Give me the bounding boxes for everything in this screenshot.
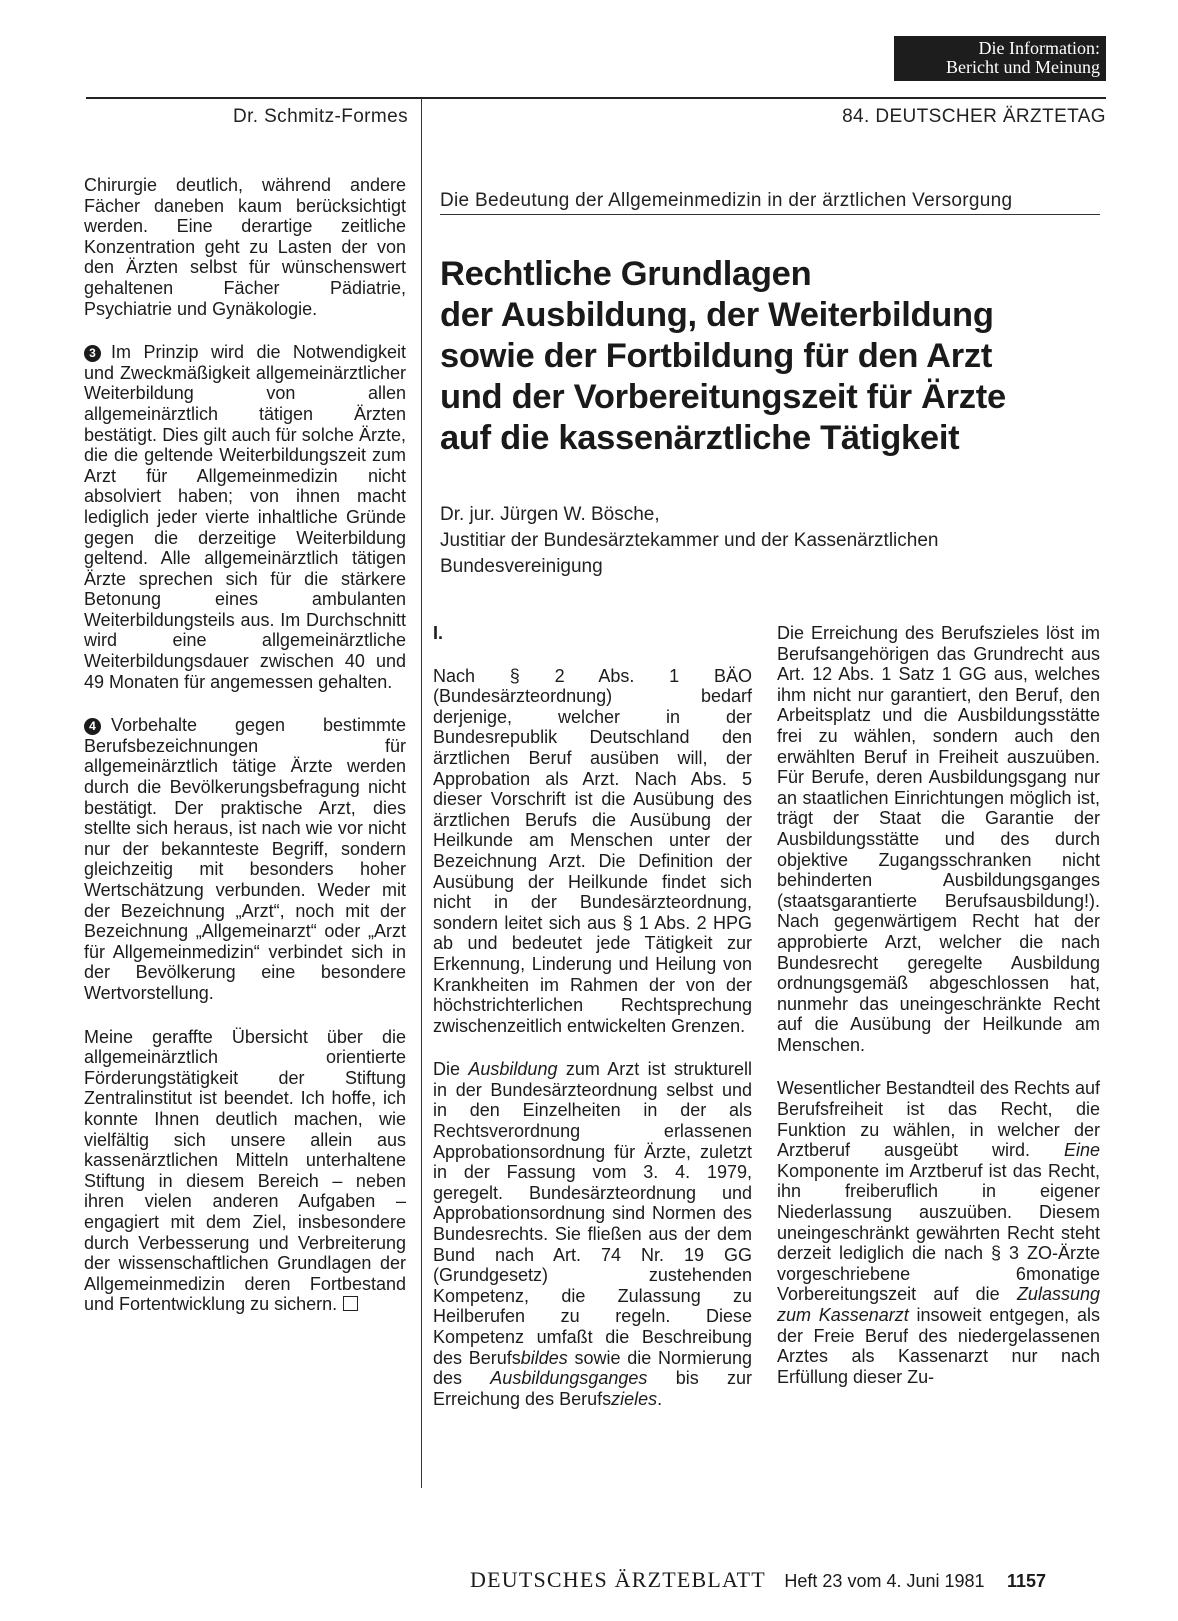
author-role-line1: Justitiar der Bundesärztekammer und der Kassenärztlichen [440, 530, 939, 551]
running-head-author: Dr. Schmitz-Formes [232, 106, 408, 127]
right-paragraph-1: Die Erreichung des Berufszieles löst im Berufsangehörigen das Grundrecht aus Art. 12 Abs. 1 Satz 1 GG aus, welches ihm nicht nur garantiert, den Beruf, den Arbeitsplatz und die Ausbildungsstätte frei zu wählen, sondern auch den erwählten Beruf in Freiheit auszuüben. Für Berufe, deren Ausbildungsgang nur an staatlichen Einrichtungen möglich ist, trägt der Staat die Garantie der Ausbildungsstätte und des durch objektive Zugangsschranken nicht behinderten Ausbildungsganges (staatsgarantierte Berufsausbildung!). Nach gegenwärtigem Recht hat der approbierte Arzt, welcher die nach Bundesrecht geregelte Ausbildung ordnungsgemäß abgeschlossen hat, nunmehr das uneingeschränkte Recht auf die Ausübung der Heilkunde am Menschen. [777, 623, 1100, 1055]
issue-info: Heft 23 vom 4. Juni 1981 [784, 1571, 985, 1591]
section-label [894, 36, 1106, 81]
number-badge-4: 4 [84, 718, 101, 735]
running-head-event: 84. DEUTSCHER ÄRZTETAG [842, 106, 1106, 127]
left-column [84, 175, 406, 1338]
author-block [440, 502, 1100, 580]
left-paragraph-2-text: Im Prinzip wird die Notwendigkeit und Zweckmäßigkeit allgemeinärztlicher Weiterbildung von allen allgemeinärztlich tätigen Ärzten bestätigt. Dies gilt auch für solche Ärzte, die die geltende Weiterbildungszeit zum Arzt für Allgemeinmedizin nicht absolviert haben; von ihnen macht lediglich jeder vierte inhaltliche Gründe gegen die derzeitige Weiterbildung geltend. Alle allgemeinärztlich tätigen Ärzte sprechen sich für die stärkere Betonung eines ambulanten Weiterbildungsteils aus. Im Durchschnitt wird eine allgemeinärztliche Weiterbildungsdauer zwischen 40 und 49 Monaten für angemessen gehalten. [84, 342, 406, 692]
section-heading: I. [433, 623, 444, 643]
mid-paragraph-1: Nach § 2 Abs. 1 BÄO (Bundesärzteordnung) bedarf derjenige, welcher in der Bundesrepublik Deutschland den ärztlichen Beruf ausüben will, der Approbation als Arzt. Nach Abs. 5 dieser Vorschrift ist die Ausübung des ärztlichen Berufs die Ausübung der Heilkunde am Menschen unter der Bezeichnung Arzt. Die Definition der Ausübung der Heilkunde findet sich nicht in der Bundesärzteordnung, sondern leitet sich aus § 1 Abs. 2 HPG ab und bedeutet jede Tätigkeit zur Erkennung, Linderung und Heilung von Krankheiten im Rahmen der von der höchstrichterlichen Rechtsprechung zwischenzeitlich entwickelten Grenzen. [433, 665, 752, 1036]
title-line-1: Rechtliche Grundlagen [440, 255, 812, 293]
title-line-4: und der Vorbereitungszeit für Ärzte [440, 378, 1006, 416]
title-line-5: auf die kassenärztliche Tätigkeit [440, 419, 960, 457]
left-paragraph-4-text: Meine geraffte Übersicht über die allgemeinärztlich orientierte Förderungstätigkeit der Stiftung Zentralinstitut ist beendet. Ich hoffe, ich konnte Ihnen deutlich machen, wie vielfältig sich unsere allein aus kassenärztlichen Mitteln unterhaltene Stiftung in diesem Bereich – neben ihren vielen anderen Aufgaben – engagiert mit dem Ziel, insbesondere durch Verbesserung und Verbreiterung der wissenschaftlichen Grundlagen der Allgemeinmedizin deren Fortbestand und Fortentwicklung zu sichern. [84, 1026, 406, 1315]
left-paragraph-3-text: Vorbehalte gegen bestimmte Berufsbezeichnungen für allgemeinärztlich tätige Ärzte werden durch die Bevölkerungsbefragung nicht bestätigt. Der praktische Arzt, dies stellte sich heraus, ist nach wie vor nicht nur der bekannteste Begriff, sondern gleichzeitig mit besonders hoher Wertschätzung verbunden. Weder mit der Bezeichnung „Arzt“, noch mit der Bezeichnung „Allgemeinarzt“ oder „Arzt für Allgemeinmedizin“ verbindet sich in der Bevölkerung eine besondere Wertvorstellung. [84, 715, 406, 1003]
mid-paragraph-2: Die Ausbildung zum Arzt ist strukturell in der Bundesärzteordnung selbst und in den Einzelheiten in der als Rechtsverordnung erlassenen Approbationsordnung für Ärzte, zuletzt in der Fassung vom 3. 4. 1979, geregelt. Bundesärzteordnung und Approbationsordnung sind Normen des Bundesrechts. Sie fließen aus der dem Bund nach Art. 74 Nr. 19 GG (Grundgesetz) zustehenden Kompetenz, die Zulassung zu Heilberufen zu regeln. Diese Kompetenz umfaßt die Beschreibung des Berufsbildes sowie die Normierung des Ausbildungsganges bis zur Erreichung des Berufszieles. [433, 1059, 753, 1409]
left-paragraph-2 [84, 342, 406, 692]
article-kicker: Die Bedeutung der Allgemeinmedizin in der ärztlichen Versorgung [440, 190, 1100, 215]
left-paragraph-4 [84, 1027, 406, 1315]
journal-name: DEUTSCHES ÄRZTEBLATT [470, 1567, 766, 1592]
section-label-line2: Bericht und Meinung [946, 57, 1100, 77]
section-label-line1: Die Information: [978, 38, 1100, 58]
middle-column [433, 623, 752, 1432]
title-line-3: sowie der Fortbildung für den Arzt [440, 337, 993, 375]
column-divider [421, 98, 422, 1488]
left-paragraph-3 [84, 715, 406, 1003]
article-title [440, 254, 1120, 459]
right-column [777, 623, 1100, 1410]
number-badge-3: 3 [84, 345, 101, 362]
right-paragraph-2: Wesentlicher Bestandteil des Rechts auf Berufsfreiheit ist das Recht, die Funktion zu wählen, in welcher der Arztberuf ausgeübt wird. Eine Komponente im Arztberuf ist das Recht, ihn freiberuflich in eigener Niederlassung auszuüben. Diesem uneingeschränkt gewährten Recht steht derzeit lediglich die nach § 3 ZO-Ärzte vorgeschriebene 6monatige Vorbereitungszeit auf die Zulassung zum Kassenarzt insoweit entgegen, als der Freie Beruf des niedergelassenen Arztes als Kassenarzt nur nach Erfüllung dieser Zu- [777, 1078, 1100, 1387]
left-paragraph-1: Chirurgie deutlich, während andere Fächer daneben kaum berücksichtigt werden. Eine derartige zeitliche Konzentration geht zu Lasten der von den Ärzten selbst für wünschenswert gehaltenen Fächer Pädiatrie, Psychiatrie und Gynäkologie. [84, 175, 406, 319]
author-name: Dr. jur. Jürgen W. Bösche, [440, 504, 660, 525]
end-of-article-mark [343, 1296, 358, 1311]
page-number: 1157 [1006, 1571, 1047, 1591]
header-rule [86, 97, 1106, 99]
title-line-2: der Ausbildung, der Weiterbildung [440, 296, 994, 334]
author-role-line2: Bundesvereinigung [440, 556, 603, 577]
page-footer [470, 1567, 1102, 1593]
